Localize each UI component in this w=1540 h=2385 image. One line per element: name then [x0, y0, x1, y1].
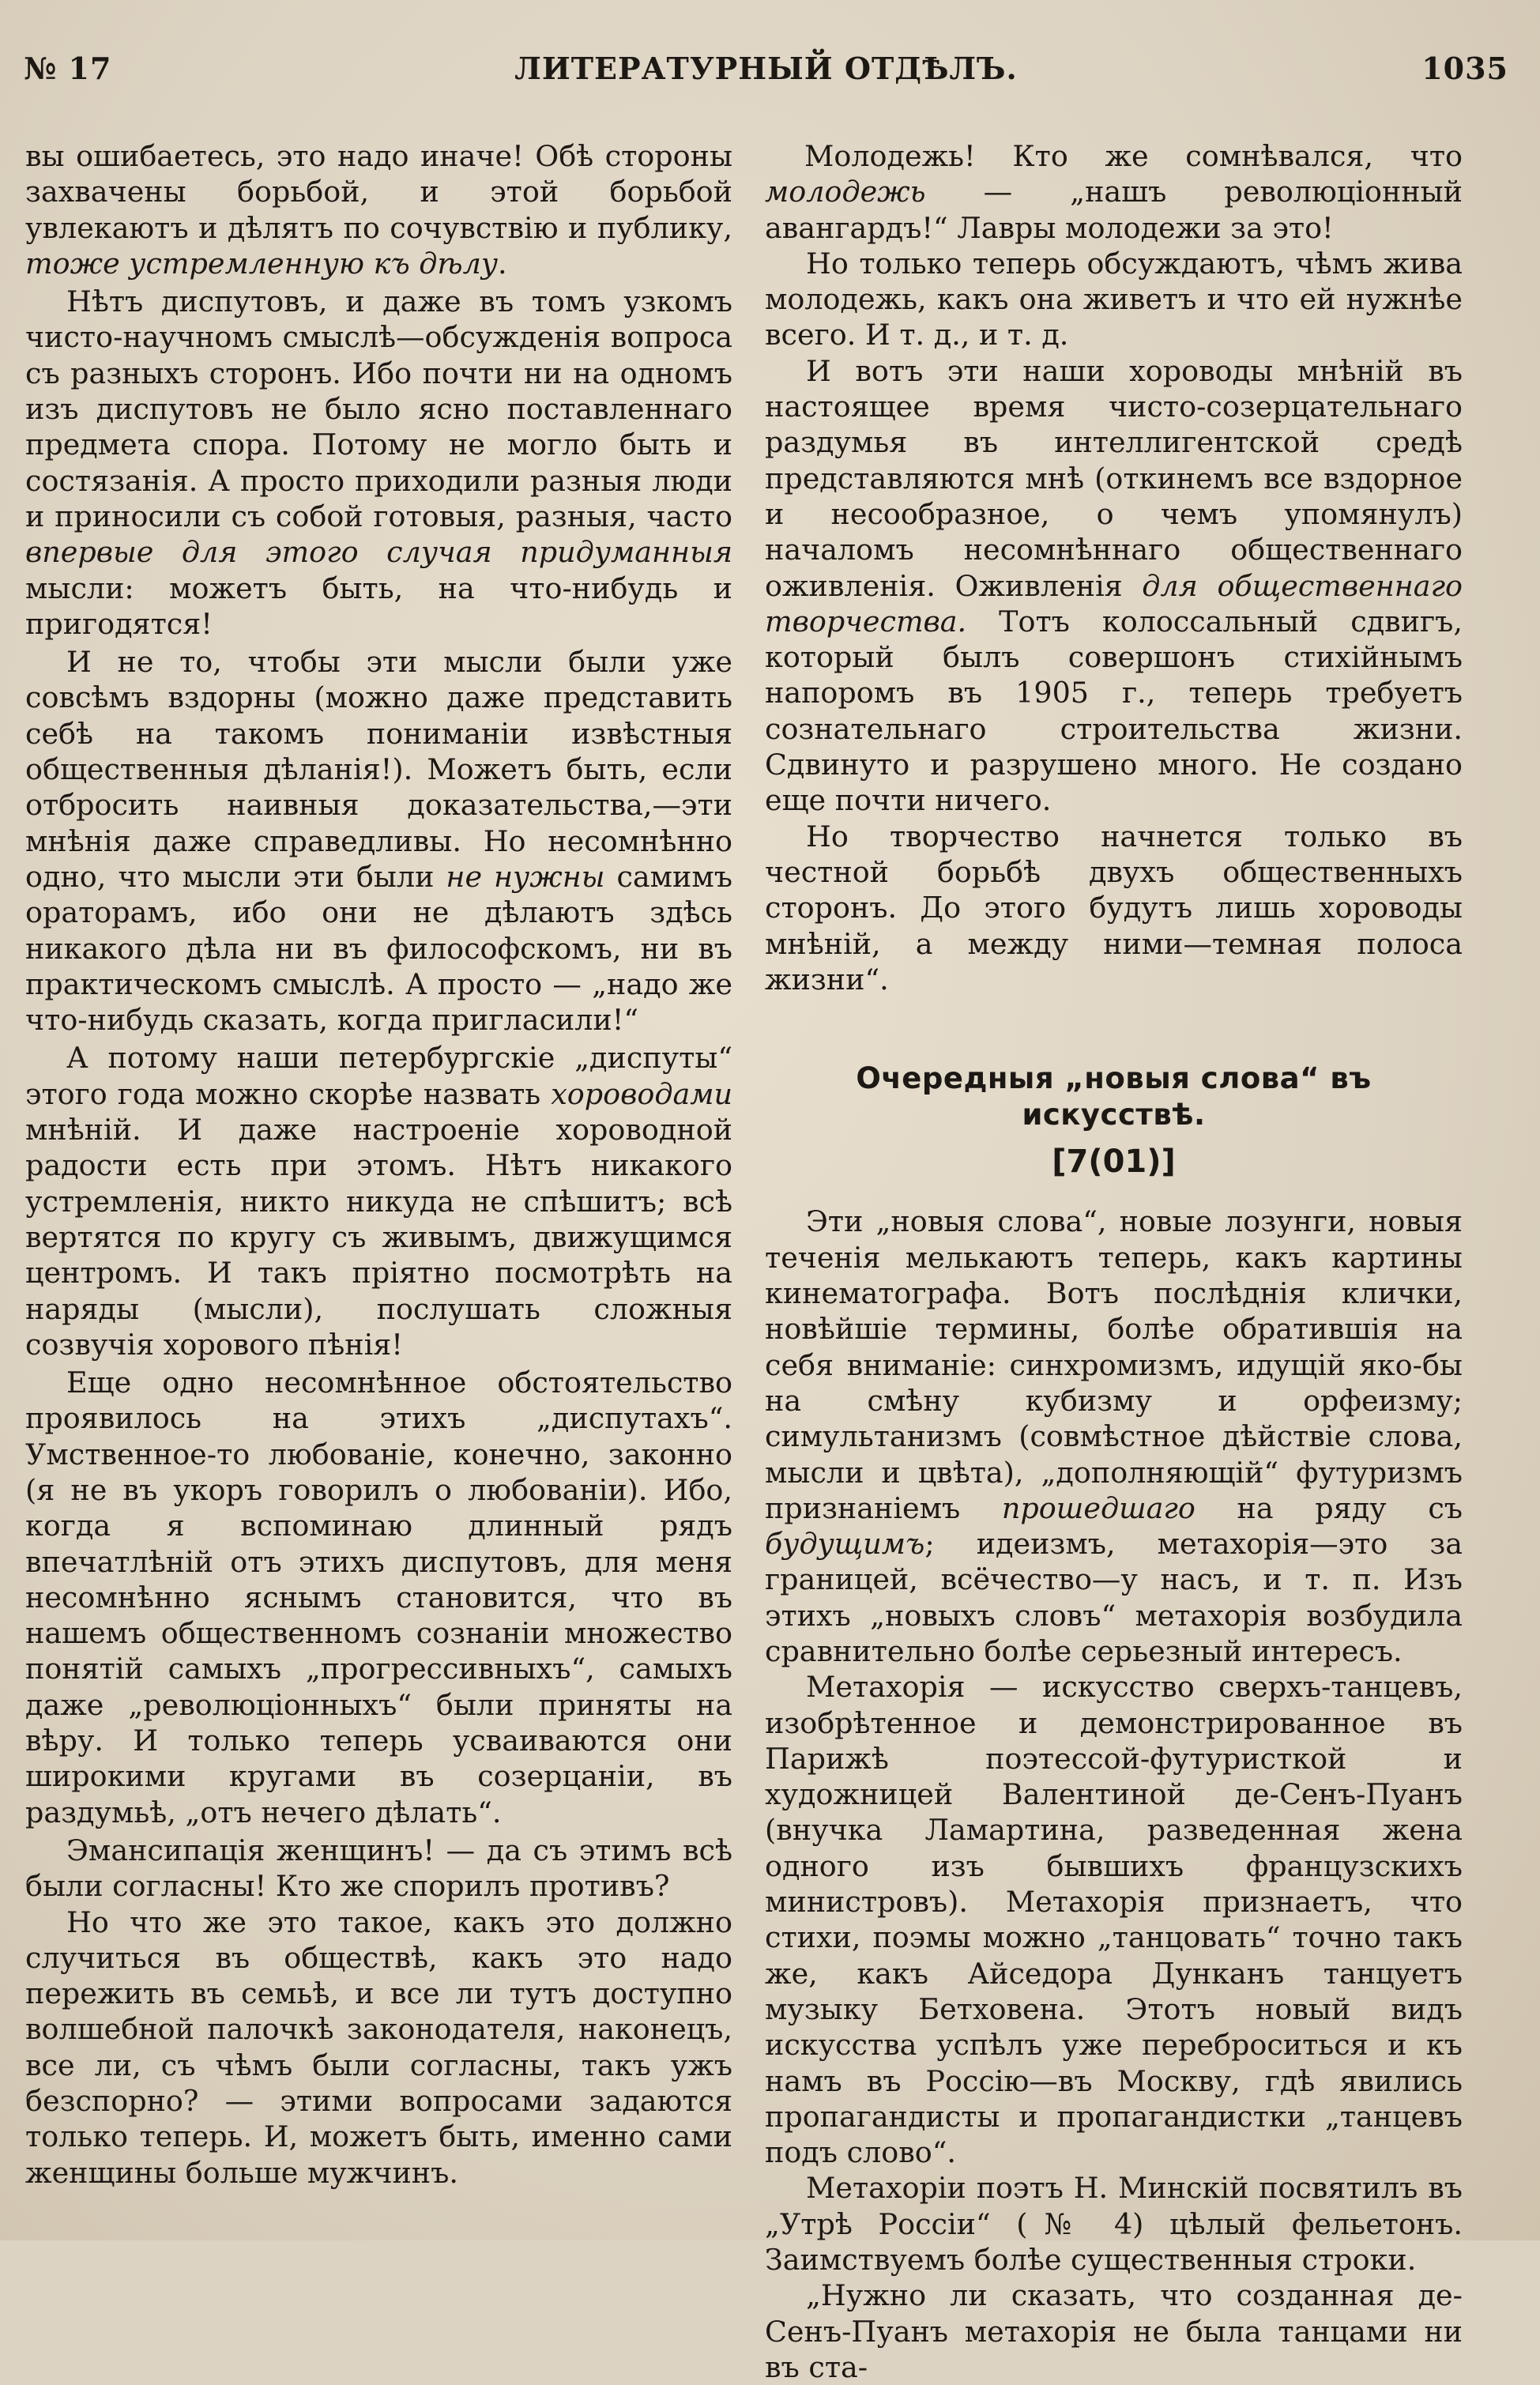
text-run: И не то, чтобы эти мысли были уже совсѣмъ вздорны (можно даже представить себѣ на такомъ пониманіи извѣстныя общественныя дѣланія!). Можетъ быть, если отбросить наивныя доказательства,—эти мнѣнія даже справедливы. Но несомнѣнно одно, что мысли эти были: [25, 645, 732, 894]
text-run: ; идеизмъ, метахорія—это за границей, всёчество—у насъ, и т. п. Изъ этихъ „новыхъ словъ“ метахорія возбудила сравнительно болѣе серьезный интересъ.: [765, 1527, 1463, 1668]
text-run: на ряду съ: [1195, 1490, 1463, 1525]
paragraph: [765, 353, 1463, 819]
text-run: Молодежь! Кто же сомнѣвался, что: [804, 139, 1463, 173]
paragraph: [25, 1040, 732, 1362]
paragraph: Метахорія — искусство сверхъ-танцевъ, изобрѣтенное и демонстрированное въ Парижѣ поэтессой-футуристкой и художницей Валентиной де-Сенъ-Пуанъ (внучка Ламартина, разведенная жена одного изъ бывшихъ французскихъ министровъ). Метахорія признаетъ, что стихи, поэмы можно „танцовать“ точно такъ же, какъ Айседора Дунканъ танцуетъ музыку Бетховена. Этотъ новый видъ искусства успѣлъ уже переброситься и къ намъ въ Россію—въ Москву, гдѣ явились пропагандисты и пропагандистки „танцевъ подъ слово“.: [765, 1670, 1463, 2170]
italic-run: не нужны: [446, 859, 605, 894]
text-run: И вотъ эти наши хороводы мнѣній въ настоящее время чисто-созерцательнаго раздумья въ интеллигентской средѣ представляются мнѣ (откинемъ все вздорное и несообразное, о чемъ упомянулъ) началомъ несомнѣннаго общественнаго оживленія. Оживленія: [765, 353, 1463, 603]
italic-run: молодежь: [765, 175, 926, 209]
paragraph: Но только теперь обсуждаютъ, чѣмъ жива молодежь, какъ она живетъ и что ей нужнѣе всего. И т. д., и т. д.: [765, 246, 1463, 352]
right-column: [765, 138, 1463, 2385]
text-run: мысли: можетъ быть, на что-нибудь и пригодятся!: [25, 571, 732, 641]
text-run: — „нашъ революціонный авангардъ!“ Лавры молодежи за это!: [765, 175, 1463, 245]
page-header: [24, 51, 1508, 98]
article-heading: Очередныя „новыя слова“ въ искусствѣ.: [856, 1061, 1372, 1132]
paragraph: Но что же это такое, какъ это должно случиться въ обществѣ, какъ это надо пережить въ семьѣ, и все ли тутъ доступно волшебной палочкѣ законодателя, наконецъ, все ли, съ чѣмъ были согласны, такъ ужъ безспорно? — этими вопросами задаются только теперь. И, можетъ быть, именно сами женщины больше мужчинъ.: [25, 1905, 732, 2190]
text-run: мнѣній. И даже настроеніе хороводной радости есть при этомъ. Нѣтъ никакого устремленія, никто никуда не спѣшитъ; всѣ вертятся по кругу съ живымъ, движущимся центромъ. И такъ пріятно посмотрѣть на наряды (мысли), послушать сложныя созвучія хорового пѣнія!: [25, 1113, 732, 1362]
paragraph: „Нужно ли сказать, что созданная де-Сенъ-Пуанъ метахорія не была танцами ни въ ста-: [765, 2278, 1463, 2384]
text-run: .: [498, 246, 507, 281]
italic-run: тоже устремленную къ дѣлу: [25, 246, 499, 281]
italic-run: хороводами: [551, 1076, 732, 1111]
issue-number: № 17: [24, 51, 112, 86]
paragraph: Но творчество начнется только въ честной борьбѣ двухъ общественныхъ сторонъ. До этого будутъ лишь хороводы мнѣній, а между ними—темная полоса жизни“.: [765, 819, 1463, 997]
section-title: ЛИТЕРАТУРНЫЙ ОТДѢЛЪ.: [514, 51, 1018, 86]
paragraph: [25, 284, 732, 642]
text-run: Нѣтъ диспутовъ, и даже въ томъ узкомъ чисто-научномъ смыслѣ—обсужденія вопроса съ разныхъ сторонъ. Ибо почти ни на одномъ изъ диспутовъ не было ясно поставленнаго предмета спора. Потому не могло быть и состязанія. А просто приходили разныя люди и приносили съ собой готовыя, разныя, часто: [25, 284, 732, 533]
text-run: Тотъ колоссальный сдвигъ, который былъ совершонъ стихійнымъ напоромъ въ 1905 г., теперь требуетъ сознательнаго строительства жизни. Сдвинуто и разрушено много. Не создано еще почти ничего.: [765, 604, 1463, 818]
classification-code: [7(01)]: [1052, 1144, 1176, 1181]
italic-run: впервые для этого случая придуманныя: [25, 535, 732, 570]
text-run: А потому наши петербургскіе „диспуты“ этого года можно скорѣе назвать: [25, 1041, 732, 1111]
left-column: [25, 138, 732, 2191]
paragraph: Еще одно несомнѣнное обстоятельство проявилось на этихъ „диспутахъ“. Умственное-то любованіе, конечно, законно (я не въ укоръ говорилъ о любованіи). Ибо, когда я вспоминаю длинный рядъ впечатлѣній отъ этихъ диспутовъ, для меня несомнѣнно яснымъ становится, что въ нашемъ общественномъ сознаніи множество понятій самыхъ „прогрессивныхъ“, самыхъ даже „революціонныхъ“ были приняты на вѣру. И только теперь усваиваются они широкими кругами въ созерцаніи, въ раздумьѣ, „отъ нечего дѣлать“.: [25, 1366, 732, 1829]
italic-run: будущимъ: [765, 1527, 925, 1562]
section-spacer: [765, 997, 1463, 1061]
paragraph: [25, 644, 732, 1038]
paragraph: Эмансипація женщинъ! — да съ этимъ всѣ были согласны! Кто же спорилъ противъ?: [25, 1833, 732, 1904]
text-run: Эти „новыя слова“, новые лозунги, новыя теченія мелькаютъ теперь, какъ картины кинематографа. Вотъ послѣднія клички, новѣйшіе термины, болѣе обратившія на себя вниманіе: синхромизмъ, идущій яко-бы на смѣну кубизму и орфеизму; симультанизмъ (совмѣстное дѣйствіе слова, мысли и цвѣта), „дополняющій“ футуризмъ признаніемъ: [765, 1204, 1463, 1525]
italic-run: прошедшаго: [1001, 1490, 1195, 1525]
paragraph: [765, 1204, 1463, 1669]
paragraph: [25, 138, 732, 281]
italic-run: для общественнаго творчества.: [765, 568, 1463, 639]
text-run: вы ошибаетесь, это надо иначе! Обѣ стороны захвачены борьбой, и этой борьбой увлекаютъ и дѣлятъ по сочувствію и публику,: [25, 139, 732, 245]
text-run: самимъ ораторамъ, ибо они не дѣлаютъ здѣсь никакого дѣла ни въ философскомъ, ни въ практическомъ смыслѣ. А просто — „надо же что-нибудь сказать, когда пригласили!“: [25, 859, 733, 1038]
paragraph: Метахоріи поэтъ Н. Минскій посвятилъ въ „Утрѣ Россіи“ (№ 4) цѣлый фельетонъ. Заимствуемъ болѣе существенныя строки.: [765, 2171, 1463, 2278]
page-number: 1035: [1421, 51, 1508, 86]
paragraph: [765, 138, 1463, 246]
